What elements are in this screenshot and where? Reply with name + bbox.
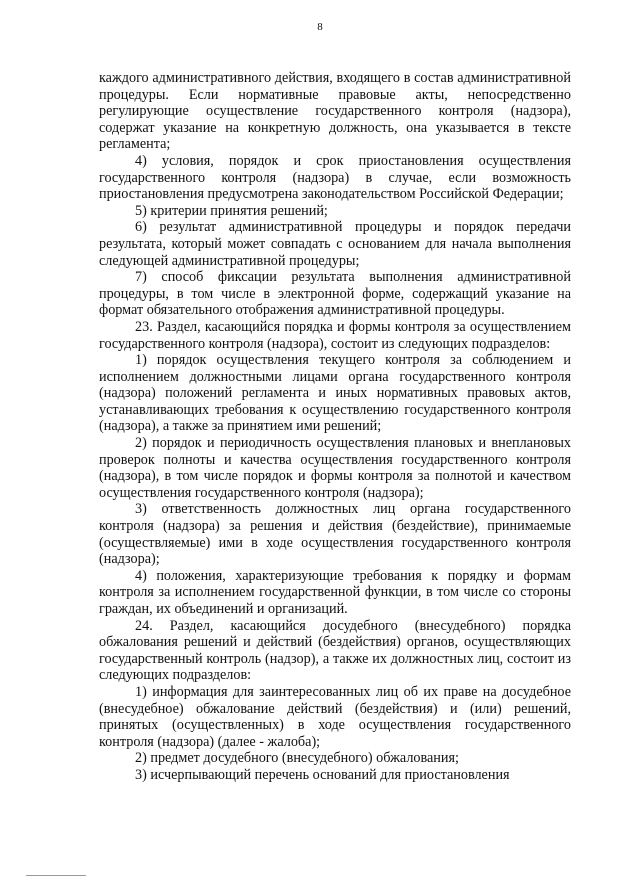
list-item-6-result: 6) результат административной процедуры и порядок передачи результата, который может совпадать с основанием для начала выполнения следующей административной процедуры; (99, 219, 571, 269)
page-number: 8 (317, 21, 323, 33)
section-23-item-2: 2) порядок и периодичность осуществления плановых и внеплановых проверок полноты и качества осуществления государственного контроля (надзора), в том числе порядок и формы контроля за полнотой и качеством осуществления государственного контроля (надзора); (99, 435, 571, 501)
list-item-7-fixation: 7) способ фиксации результата выполнения административной процедуры, в том числе в электронной форме, содержащий указание на формат обязательного отображения административной процедуры. (99, 269, 571, 319)
list-item-5-criteria: 5) критерии принятия решений; (135, 202, 328, 219)
section-23-item-3: 3) ответственность должностных лиц органа государственного контроля (надзора) за решения и действия (бездействие), принимаемые (осуществляемые) ими в ходе осуществления государственного контроля (надзора); (99, 501, 571, 568)
document-body (99, 70, 571, 784)
section-24-item-1: 1) информация для заинтересованных лиц об их праве на досудебное (внесудебное) обжалование действий (бездействия) и (или) решений, принятых (осуществленных) в ходе осуществления государственного контроля (надзора) (далее - жалоба); (99, 683, 571, 750)
footer-divider (26, 875, 86, 876)
section-24-heading: 24. Раздел, касающийся досудебного (внесудебного) порядка обжалования решений и действий (бездействия) органов, осуществляющих государственный контроль (надзор), а также их должностных лиц, состоит из следующих подразделов: (99, 617, 571, 684)
section-23-heading: 23. Раздел, касающийся порядка и формы контроля за осуществлением государственного контроля (надзора), состоит из следующих подразделов: (99, 318, 571, 352)
section-24-item-3: 3) исчерпывающий перечень оснований для приостановления (135, 766, 510, 783)
list-item-4-conditions: 4) условия, порядок и срок приостановления осуществления государственного контроля (надзора) в случае, если возможность приостановления предусмотрена законодательством Российской Федерации; (99, 152, 571, 203)
section-23-item-1: 1) порядок осуществления текущего контроля за соблюдением и исполнением должностными лицами органа государственного контроля (надзора) положений регламента и иных нормативных правовых актов, устанавливающих требования к осуществлению государственного контроля (надзора), а также за принятием ими решений; (99, 352, 571, 435)
section-23-item-4: 4) положения, характеризующие требования к порядку и формам контроля за исполнением государственной функции, в том числе со стороны граждан, их объединений и организаций. (99, 567, 571, 617)
section-24-item-2: 2) предмет досудебного (внесудебного) обжалования; (135, 750, 459, 767)
paragraph-continuation: каждого административного действия, входящего в состав административной процедуры. Если нормативные правовые акты, непосредственно регулирующие осуществление государственного контроля (надзора), содержат указание на конкретную должность, она указывается в тексте регламента; (99, 70, 571, 153)
